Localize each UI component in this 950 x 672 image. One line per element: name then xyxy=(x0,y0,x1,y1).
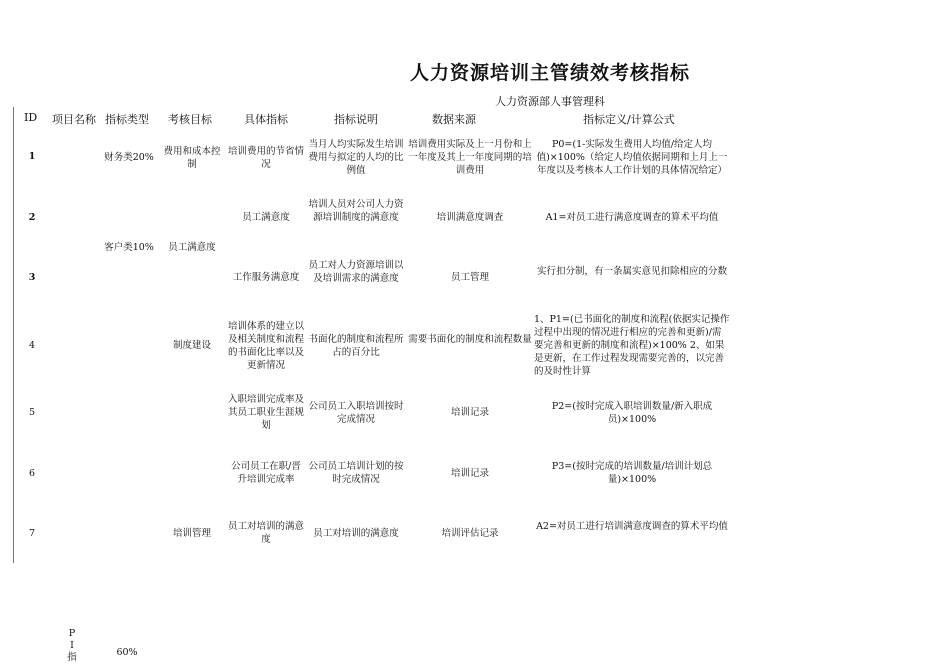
row-6-id: 6 xyxy=(28,468,36,479)
row-1-source: 培训费用实际及上一月份和上一年度及其上一年度同期的培训费用 xyxy=(408,139,532,176)
category-customer: 客户类10% xyxy=(104,242,154,253)
left-border-line xyxy=(13,107,14,563)
row-5-source: 培训记录 xyxy=(450,407,489,418)
row-2-description: 培训人员对公司人力资源培训制度的满意度 xyxy=(308,199,404,223)
goal-employee-satisfaction: 员工满意度 xyxy=(168,242,216,253)
header-project: 项目名称 xyxy=(52,113,96,126)
row-2-source: 培训满意度调查 xyxy=(436,212,504,223)
row-4-formula: 1、P1=(已书面化的制度和流程(依据实记操作过程中出现的情况进行相应的完善和更新)/需要完善和更新的制度和流程)×100% 2、如果是更新，在工作过程发现需要完善的，以完善的及时性计算 xyxy=(534,314,730,377)
row-3-formula: 实行扣分制，有一条属实意见扣除相应的分数 xyxy=(536,266,727,277)
department-label: 人力资源部人事管理科 xyxy=(495,95,605,108)
header-goal: 考核目标 xyxy=(168,113,212,126)
row-4-source: 需要书面化的制度和流程数量 xyxy=(408,334,532,345)
footer-label-line: P xyxy=(68,628,76,639)
goal-cost-control: 费用和成本控制 xyxy=(163,146,221,170)
row-7-source: 培训评估记录 xyxy=(441,528,499,539)
row-2-indicator: 员工满意度 xyxy=(242,212,290,223)
row-7-id: 7 xyxy=(28,528,36,539)
row-6-source: 培训记录 xyxy=(450,468,489,479)
header-formula: 指标定义/计算公式 xyxy=(583,113,675,126)
row-3-indicator: 工作服务满意度 xyxy=(232,272,300,283)
row-6-indicator: 公司员工在职/晋升培训完成率 xyxy=(231,461,301,485)
row-4-id: 4 xyxy=(28,340,36,351)
footer-label-line: 指 xyxy=(67,652,77,663)
row-7-formula: A2=对员工进行培训满意度调查的算术平均值 xyxy=(536,521,728,532)
row-5-id: 5 xyxy=(28,407,36,418)
row-5-indicator: 入职培训完成率及其员工职业生涯规划 xyxy=(228,394,305,431)
row-1-description: 当月人均实际发生培训费用与拟定的人均的比例值 xyxy=(308,139,404,176)
goal-system-building: 制度建设 xyxy=(172,340,211,351)
header-type: 指标类型 xyxy=(105,113,149,126)
row-7-description: 员工对培训的满意度 xyxy=(313,528,399,539)
row-7-indicator: 员工对培训的满意度 xyxy=(228,521,305,545)
row-2-id: 2 xyxy=(28,212,36,223)
header-source: 数据来源 xyxy=(432,113,476,126)
footer-label-line: I xyxy=(70,640,74,651)
row-3-id: 3 xyxy=(28,272,36,283)
row-6-formula: P3=(按时完成的培训数量/培训计划总量)×100% xyxy=(551,461,713,485)
row-2-formula: A1=对员工进行满意度调查的算术平均值 xyxy=(545,212,719,223)
row-4-description: 书面化的制度和流程所占的百分比 xyxy=(308,334,404,358)
footer-label xyxy=(64,628,80,664)
row-3-source: 员工管理 xyxy=(450,272,489,283)
row-5-formula: P2=(按时完成入职培训数量/新入职成员)×100% xyxy=(551,401,713,425)
header-description: 指标说明 xyxy=(334,113,378,126)
row-5-description: 公司员工入职培训按时完成情况 xyxy=(308,401,404,425)
row-1-formula: P0=(1-实际发生费用人均值/给定人均值)×100%（给定人均值依据同期和上月上一年度以及考核本人工作计划的具体情况给定） xyxy=(536,139,728,176)
header-indicator: 具体指标 xyxy=(244,113,288,126)
row-1-indicator: 培训费用的节省情况 xyxy=(228,146,305,170)
row-1-id: 1 xyxy=(28,151,36,162)
header-id: ID xyxy=(24,111,38,124)
page-title: 人力资源培训主管绩效考核指标 xyxy=(409,62,690,84)
row-6-description: 公司员工培训计划的按时完成情况 xyxy=(308,461,404,485)
row-3-description: 员工对人力资源培训以及培训需求的满意度 xyxy=(308,260,404,284)
row-4-indicator: 培训体系的建立以及相关制度和流程的书面化比率以及更新情况 xyxy=(228,321,305,371)
category-finance: 财务类20% xyxy=(104,152,154,163)
goal-training-management: 培训管理 xyxy=(172,528,211,539)
footer-percent: 60% xyxy=(116,647,138,658)
